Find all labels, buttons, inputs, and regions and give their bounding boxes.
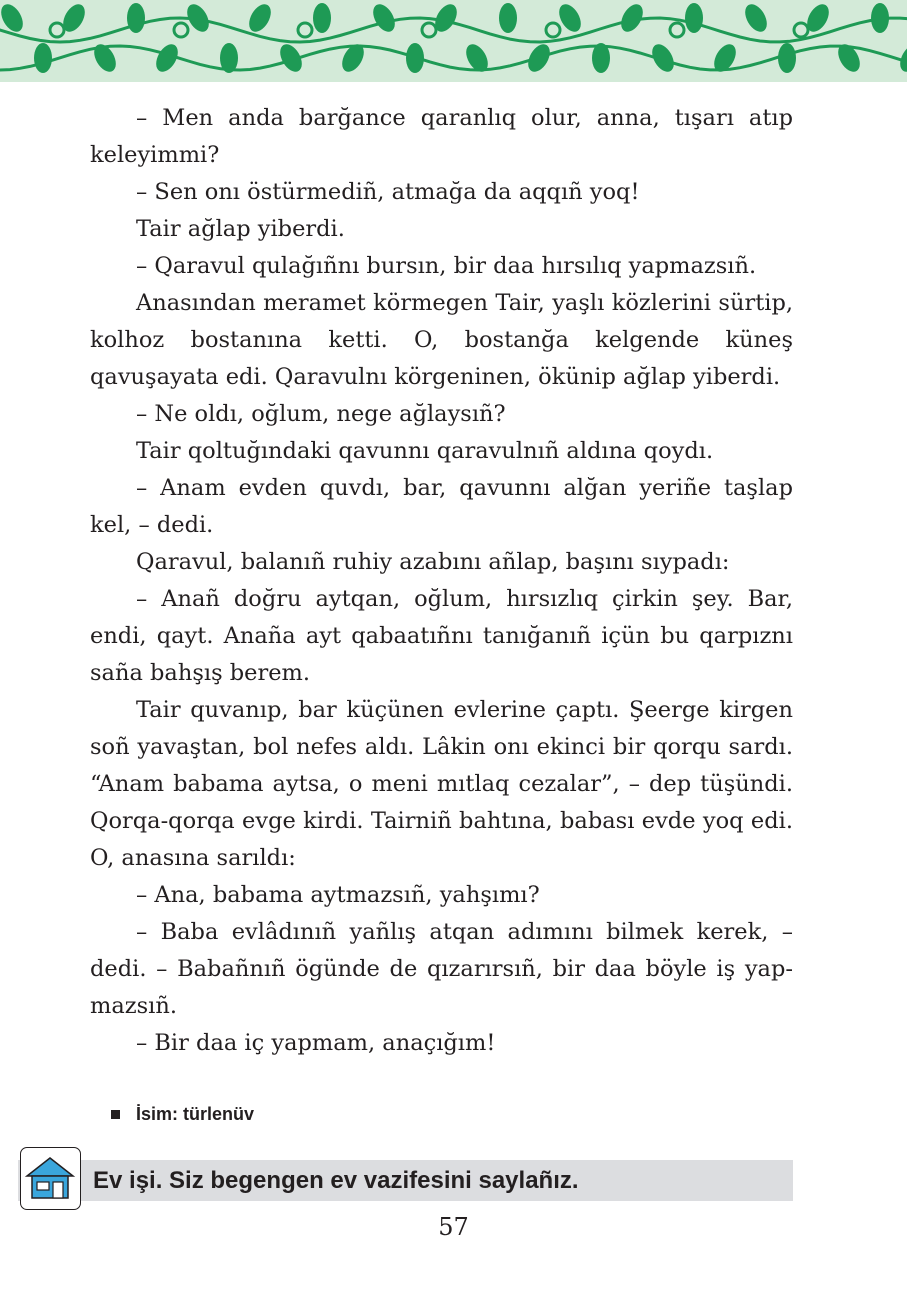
paragraph: – Anam evden quvdı, bar, qavunnı alğan yeriñe taşlap kel, – dedi. xyxy=(90,475,793,538)
paragraph: Tair ağlap yiberdi. xyxy=(136,216,345,242)
story-text xyxy=(90,100,793,1062)
paragraph: – Ana, babama aytmazsıñ, yahşımı? xyxy=(136,882,540,908)
house-icon xyxy=(20,1147,81,1210)
paragraph: – Anañ doğru aytqan, oğlum, hırsızlıq çirkin şey. Bar, endi, qayt. Anaña ayt qabaatıñnı tanığanıñ içün bu qarpıznı saña bahşış berem. xyxy=(90,586,793,686)
paragraph: – Men anda barğance qaranlıq olur, anna, tışarı atıp keleyimmi? xyxy=(90,105,793,168)
paragraph: Qaravul, balanıñ ruhiy azabını añlap, başını sıypadı: xyxy=(136,549,730,575)
paragraph: Anasından meramet körmegen Tair, yaşlı közlerini sürtip, kolhoz bostanına ketti. O, bostanğa kelgende küneş qavuşayata edi. Qaravulnı körgeninen, ökünip ağlap yiberdi. xyxy=(90,290,793,390)
paragraph: Tair quvanıp, bar küçünen evlerine çaptı. Şeerge kirgen soñ yavaştan, bol nefes aldı. Lâkin onı ekinci bir qorqu sardı. “Anam babama aytsa, o meni mıtlaq cezalar”, – dep tüşündi. Qorqa-qorqa evge kirdi. Tairniñ bahtına, babası evde yoq edi. O, anasına sarıldı: xyxy=(90,697,793,871)
grammar-note xyxy=(111,1104,254,1125)
page-number: 57 xyxy=(438,1213,469,1241)
square-bullet-icon xyxy=(111,1110,120,1119)
paragraph: – Ne oldı, oğlum, nege ağlaysıñ? xyxy=(136,401,506,427)
homework-text: Ev işi. Siz begengen ev vazifesini saylañız. xyxy=(93,1167,579,1194)
grammar-note-text: İsim: türlenüv xyxy=(136,1104,255,1124)
paragraph: – Baba evlâdınıñ yañlış atqan adımını bilmek kerek, – dedi. – Babañnıñ ögünde de qızarırsıñ, bir daa böyle iş yapmazsıñ. xyxy=(90,919,793,1019)
paragraph: – Bir daa iç yapmam, anaçığım! xyxy=(136,1030,496,1056)
floral-ornament-banner xyxy=(0,0,907,82)
paragraph: – Qaravul qulağıñnı bursın, bir daa hırsılıq yapmazsıñ. xyxy=(136,253,757,279)
paragraph: – Sen onı östürmediñ, atmağa da aqqıñ yoq! xyxy=(136,179,640,205)
paragraph: Tair qoltuğındaki qavunnı qaravulnıñ aldına qoydı. xyxy=(136,438,714,464)
floral-ornament-icon xyxy=(0,0,907,82)
